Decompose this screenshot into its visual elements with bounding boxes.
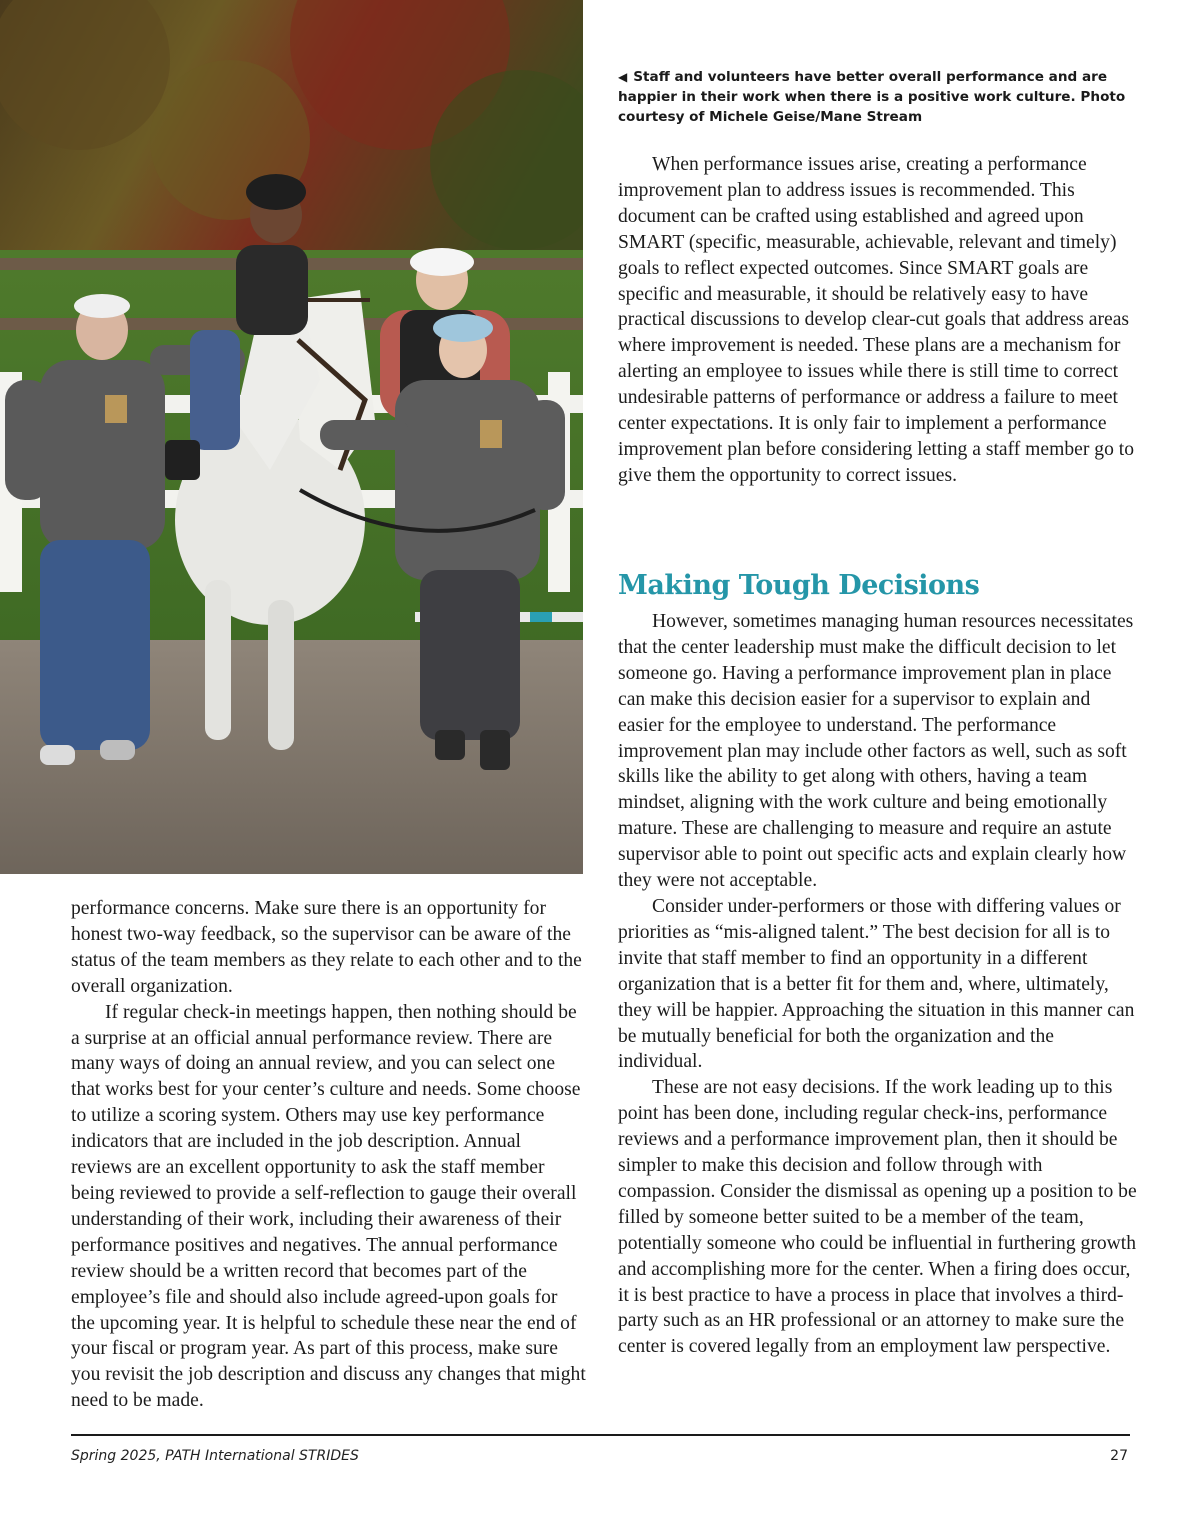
photo-caption [618,67,1138,127]
paragraph-pip: When performance issues arise, creating a performance improvement plan to address issues is recommended. This document can be crafted using established and agreed upon SMART (specific, measurable, achievable, relevant and timely) goals to reflect expected outcomes. Since SMART goals are specific and measurable, it should be relatively easy to have practical discussions to develop clear-cut goals that address areas where improvement is needed. These plans are a mechanism for alerting an employee to issues while there is still time to correct undesirable patterns of performance or address a failure to meet center expectations. It is only fair to implement a performance improvement plan before considering letting a staff member go to give them the opportunity to correct issues. [618,154,1135,486]
footer-rule [71,1434,1130,1436]
page-number: 27 [1110,1448,1128,1464]
caption-text: Staff and volunteers have better overall performance and are happier in their work when there is a positive work culture. Photo courtesy of Michele Geise/Mane Stream [618,69,1126,125]
footer-publication: Spring 2025, PATH International STRIDES [71,1448,359,1464]
paragraph-easy-decisions: These are not easy decisions. If the work leading up to this point has been done, including regular check-ins, performance reviews and a performance improvement plan, then it should be simpler to make this decision and follow through with compassion. Consider the dismissal as opening up a position to be filled by someone better suited to be a member of the team, potentially someone who could be influential in furthering growth and accomplishing more for the center. When a firing does occur, it is best practice to have a process in place that involves a third-party such as an HR professional or an attorney to make sure the center is covered legally from an employment law perspective. [618,1077,1137,1358]
paragraph-tough-decisions: However, sometimes managing human resources necessitates that the center leadership must make the difficult decision to let someone go. Having a performance improvement plan in place can make this decision easier for a supervisor to explain and easier for the employee to understand. The performance improvement plan may include other factors as well, such as soft skills like the ability to get along with others, having a team mindset, aligning with the work culture and being emotionally mature. These are challenging to measure and require an astute supervisor able to point out specific acts and explain clearly how they were not acceptable. [618,611,1134,892]
left-column [71,896,586,1414]
section-heading: Making Tough Decisions [618,570,980,601]
riding-lesson-photo [0,0,583,874]
paragraph-misaligned-talent: Consider under-performers or those with differing values or priorities as “mis-aligned talent.” The best decision for all is to invite that staff member to find an opportunity in a different organization that is a better fit for them and, where, ultimately, they will be happier. Approaching the situation in this manner can be mutually beneficial for both the organization and the individual. [618,895,1135,1073]
paragraph-feedback: performance concerns. Make sure there is an opportunity for honest two-way feedback, so the supervisor can be aware of the status of the team members as they relate to each other and to the overall organization. [71,898,582,997]
right-column-top [618,152,1138,489]
right-column-bottom [618,609,1138,1360]
paragraph-annual-review: If regular check-in meetings happen, then nothing should be a surprise at an official annual performance review. There are many ways of doing an annual review, and you can select one that works best for your center’s culture and needs. Some choose to utilize a scoring system. Others may use key performance indicators that are included in the job description. Annual reviews are an excellent opportunity to ask the staff member being reviewed to provide a self-reflection to gauge their overall understanding of their work, including their awareness of their performance positives and negatives. The annual performance review should be a written record that becomes part of the employee’s file and should also include agreed-upon goals for the upcoming year. It is helpful to schedule these near the end of your fiscal or program year. As part of this process, make sure you revisit the job description and discuss any changes that might need to be made. [71,1001,586,1412]
caption-arrow-icon: ◀ [618,70,628,84]
